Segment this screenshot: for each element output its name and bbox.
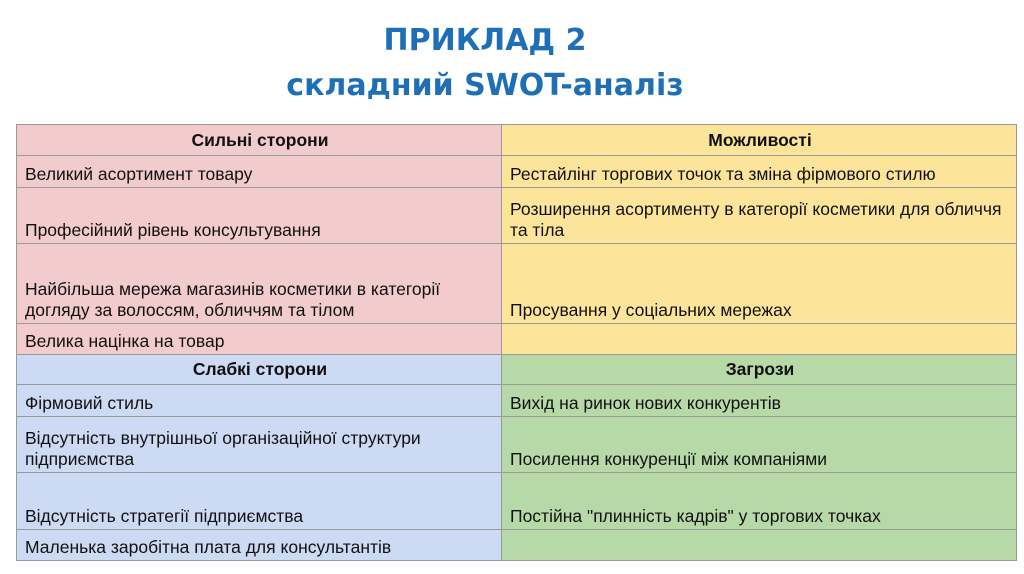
- table-row: [17, 530, 1017, 561]
- weakness-cell: Маленька заробітна плата для консультантів: [17, 530, 502, 561]
- table-row: [17, 324, 1017, 355]
- slide-title: [0, 18, 970, 108]
- threat-cell: Посилення конкуренції між компаніями: [502, 417, 1017, 473]
- strength-cell: Велика націнка на товар: [17, 324, 502, 355]
- opportunity-cell: [502, 324, 1017, 355]
- weakness-cell: Фірмовий стиль: [17, 385, 502, 417]
- threat-cell: Постійна "плинність кадрів" у торгових точках: [502, 473, 1017, 530]
- weakness-cell: Відсутність внутрішньої організаційної структури підприємства: [17, 417, 502, 473]
- table-row: [17, 417, 1017, 473]
- strength-cell: Найбільша мережа магазинів косметики в категорії догляду за волоссям, обличчям та тілом: [17, 244, 502, 324]
- weakness-cell: Відсутність стратегії підприємства: [17, 473, 502, 530]
- opportunities-header: Можливості: [502, 125, 1017, 156]
- threat-cell: [502, 530, 1017, 561]
- table-row: [17, 125, 1017, 156]
- title-line-2: складний SWOT-аналіз: [286, 68, 684, 103]
- threats-header: Загрози: [502, 355, 1017, 385]
- opportunity-cell: Просування у соціальних мережах: [502, 244, 1017, 324]
- opportunity-cell: Розширення асортименту в категорії косметики для обличчя та тіла: [502, 188, 1017, 244]
- table-row: [17, 355, 1017, 385]
- title-line-1: ПРИКЛАД 2: [383, 23, 587, 58]
- table-row: [17, 473, 1017, 530]
- opportunity-cell: Рестайлінг торгових точок та зміна фірмового стилю: [502, 156, 1017, 188]
- table-row: [17, 244, 1017, 324]
- threat-cell: Вихід на ринок нових конкурентів: [502, 385, 1017, 417]
- strength-cell: Великий асортимент товару: [17, 156, 502, 188]
- swot-table: [16, 124, 1017, 561]
- weaknesses-header: Слабкі сторони: [17, 355, 502, 385]
- table-row: [17, 385, 1017, 417]
- strength-cell: Професійний рівень консультування: [17, 188, 502, 244]
- strengths-header: Сильні сторони: [17, 125, 502, 156]
- table-row: [17, 188, 1017, 244]
- table-row: [17, 156, 1017, 188]
